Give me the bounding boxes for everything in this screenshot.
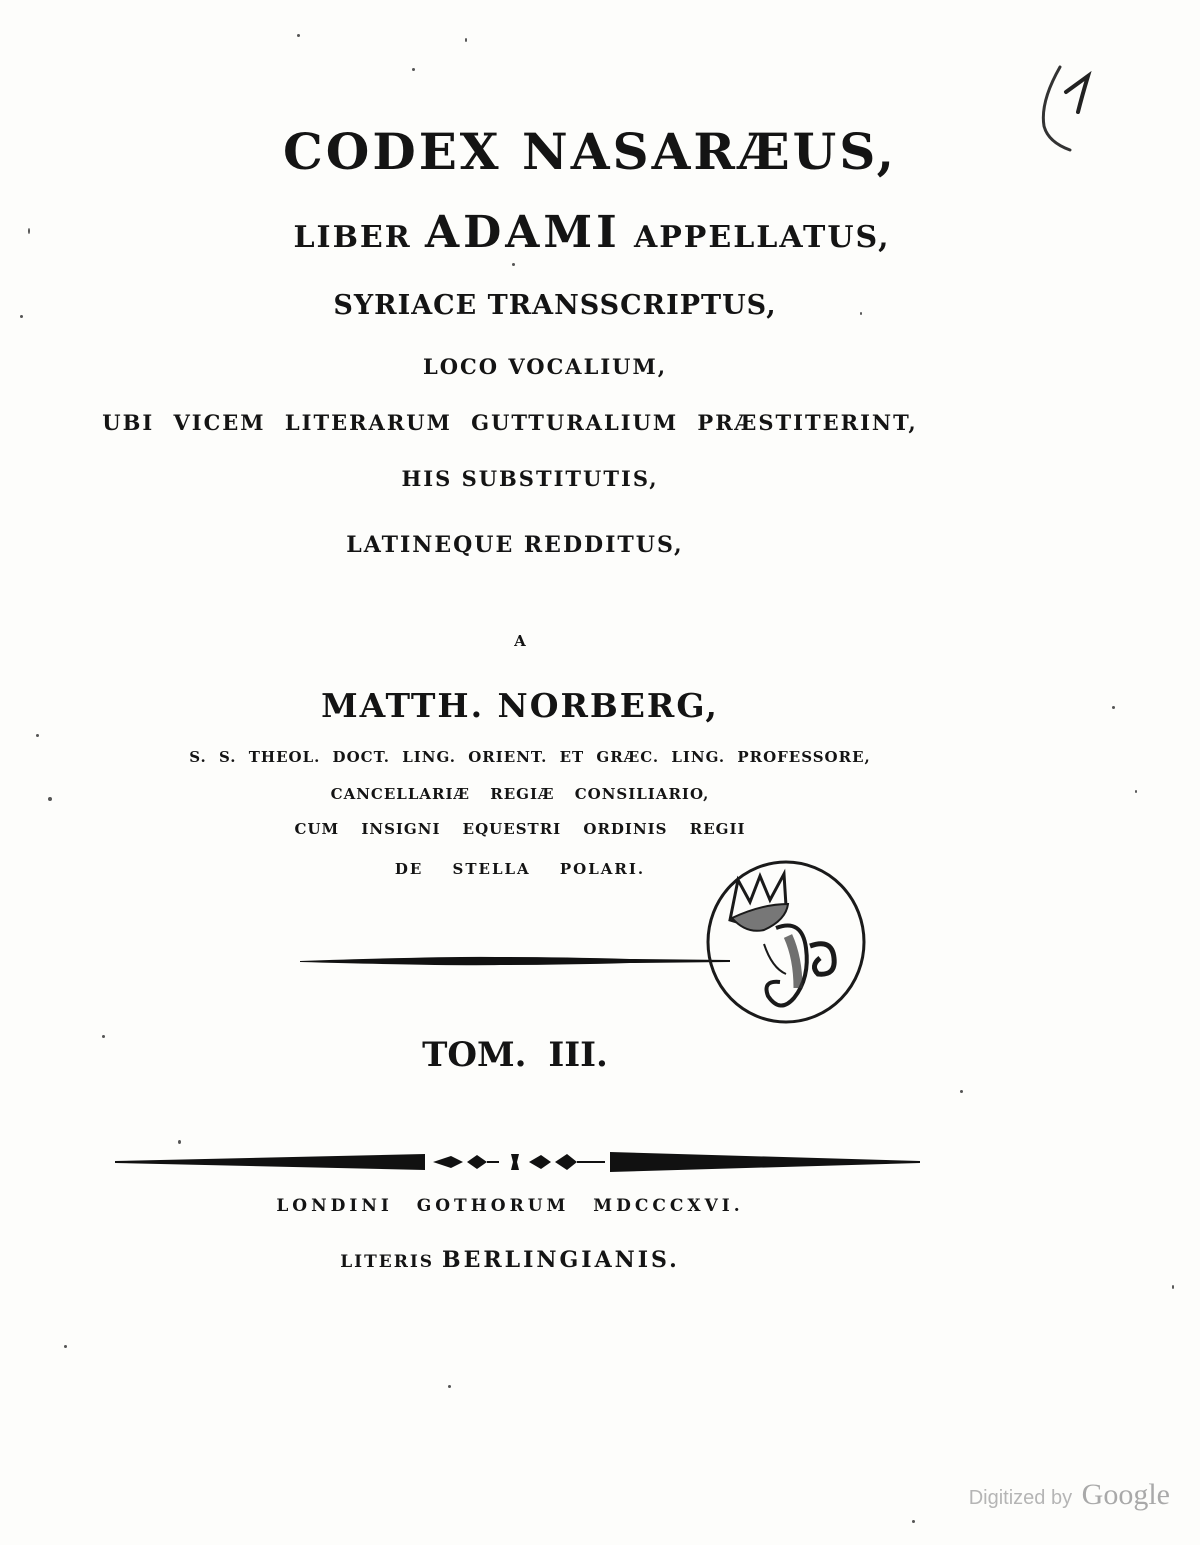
subtitle-line-6: LATINEQUE REDDITUS, [346,532,684,558]
digitized-watermark [969,1478,1170,1512]
subtitle-adami: ADAMI [424,207,621,258]
imprint-printer [0,1247,1110,1273]
library-stamp-icon [702,858,870,1026]
subtitle-line-2: SYRIACE TRANSSCRIPTUS, [333,290,777,321]
handwritten-mark-icon [1030,62,1110,162]
watermark-brand: Google [1081,1478,1170,1511]
author-credential: S. S. THEOL. DOCT. LING. ORIENT. ET GRÆC. LING. PROFESSORE, [189,748,871,766]
subtitle-line-5: HIS SUBSTITUTIS, [401,466,659,491]
subtitle-appellatus: APPELLATUS, [633,220,891,255]
author-name: MATTH. NORBERG, [321,686,719,725]
subtitle-line-3: LOCO VOCALIUM, [422,354,668,379]
subtitle-line-1 [0,207,1192,258]
volume-label: TOM. III. [422,1035,608,1075]
imprint-printer-prefix: LITERIS [340,1252,435,1272]
subtitle-liber: LIBER [293,220,412,255]
by-line: A [514,632,526,650]
author-credential: CANCELLARIÆ REGIÆ CONSILIARIO, [330,785,710,803]
decorative-rule [300,952,730,970]
ornamental-rule [115,1148,920,1176]
watermark-prefix: Digitized by [968,1487,1073,1509]
imprint-printer-name: BERLINGIANIS. [441,1247,680,1273]
subtitle-line-4: UBI VICEM LITERARUM GUTTURALIUM PRÆSTITERINT, [102,410,918,435]
imprint-place-year: LONDINI GOTHORUM MDCCCXVI. [276,1196,744,1216]
author-credential: CUM INSIGNI EQUESTRI ORDINIS REGII [294,820,746,838]
book-title: CODEX NASARÆUS, [282,122,898,181]
author-credential: DE STELLA POLARI. [394,860,646,878]
